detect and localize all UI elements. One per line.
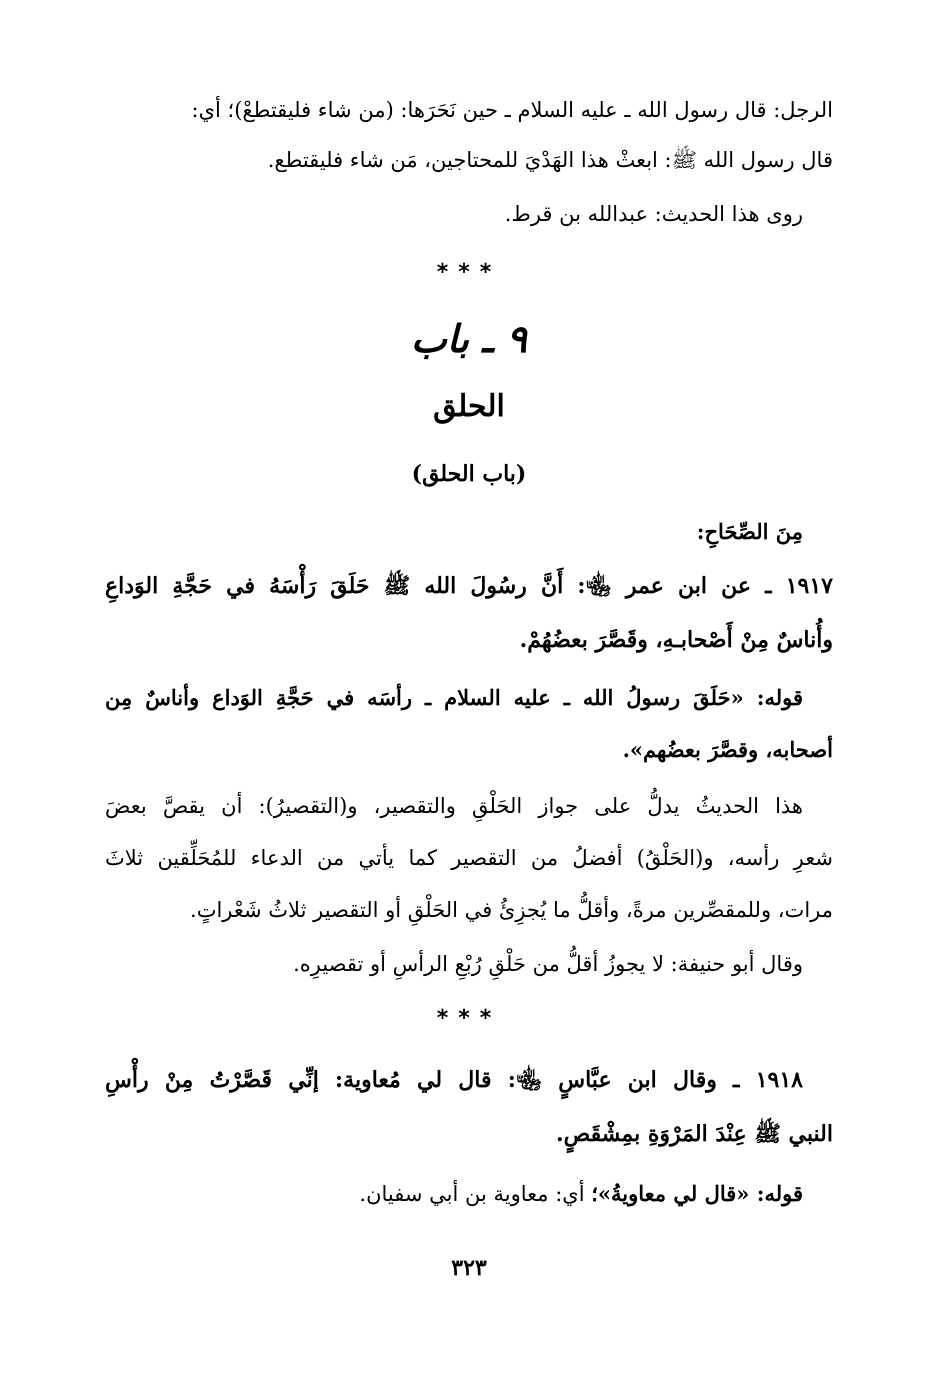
hadith-1918-commentary-text: أي: معاوية بن أبي سفيان. [359,1182,592,1206]
commentary-1917-hanifa-line: وقال أبو حنيفة: لا يجوزُ أقلُّ من حَلْقِ رُبْعِ الرأسِ أو تقصيرِه. [293,952,803,976]
chapter-title: الحلق [433,389,505,424]
hadith-1918-line-2: النبي ﷺ عِنْدَ المَرْوَةِ بمِشْقَصٍ. [556,1121,833,1147]
separator-stars-1: *** [436,260,502,285]
intro-line-3: روى هذا الحديث: عبدالله بن قرط. [504,202,803,226]
commentary-1917-quote-line-1: قوله: «حَلَقَ رسولُ الله ـ عليه السلام ـ رأسَه في حَجَّةِ الوَداع وأناسٌ مِن [105,685,803,710]
commentary-1917-para-line-1: هذا الحديثُ يدلُّ على جواز الحَلْقِ والتقصير، و(التقصيرُ): أن يقصَّ بعضَ [105,794,803,818]
hadith-1917-line-1: ١٩١٧ ـ عن ابن عمر ﵄: أَنَّ رسُولَ الله ﷺ حَلَقَ رَأْسَهُ في حَجَّةِ الوَداعِ [105,573,833,599]
chapter-subtitle: (باب الحلق) [411,461,527,487]
page-body [105,82,833,1362]
intro-line-2: قال رسول الله ﷺ: ابعثْ هذا الهَدْيَ للمحتاجين، مَن شاء فليقتطع. [267,148,833,172]
commentary-1917-para-line-3: مرات، وللمقصِّرين مرةً، وأقلُّ ما يُجزِئُ في الحَلْقِ أو التقصير ثلاثُ شَعْراتٍ. [190,898,833,922]
hadith-1918-line-1: ١٩١٨ ـ وقال ابن عبَّاسٍ ﵄: قال لي مُعاوية: إنِّي قَصَّرْتُ مِنْ رأْسِ [105,1067,803,1093]
page-number: ٣٢٣ [451,1255,487,1281]
intro-line-1: الرجل: قال رسول الله ـ عليه السلام ـ حين نَحَرَها: (من شاء فليقتطعْ)؛ أي: [191,98,833,122]
commentary-1917-para-line-2: شعرِ رأسه، و(الحَلْقُ) أفضلُ من التقصير كما يأتي من الدعاء للمُحَلِّقين ثلاثَ [105,846,833,870]
section-heading: مِنَ الصِّحَاحِ: [696,519,803,544]
commentary-1917-quote-line-2: أصحابه، وقصَّرَ بعضُهم». [622,737,833,762]
hadith-1917-line-2: وأُناسٌ مِنْ أَصْحابـهِ، وقَصَّرَ بعضُهُمْ. [519,627,833,653]
separator-stars-2: *** [436,1006,502,1031]
hadith-1918-commentary [105,1174,833,1214]
hadith-1918-commentary-quote: قوله: «قال لي معاويةُ»؛ [591,1181,803,1206]
chapter-number: ٩ ـ باب [411,316,527,361]
